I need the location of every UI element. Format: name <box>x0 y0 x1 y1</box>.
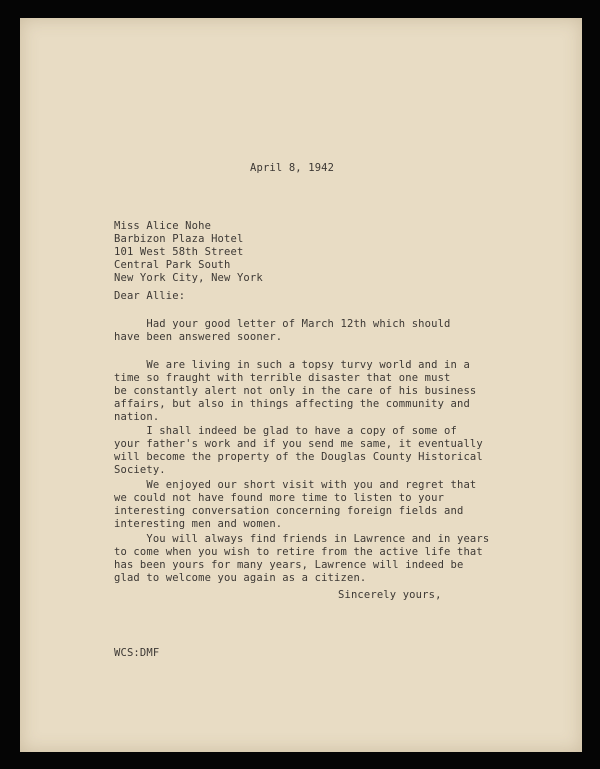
paragraph-line: interesting conversation concerning foreign fields and <box>114 505 464 517</box>
reference-initials: WCS:DMF <box>114 647 160 659</box>
paragraph-line: your father's work and if you send me same, it eventually <box>114 438 483 450</box>
paragraph-line: affairs, but also in things affecting the community and <box>114 398 470 410</box>
paragraph-line: interesting men and women. <box>114 518 283 530</box>
recipient-address-block <box>114 220 263 285</box>
paragraph-line: be constantly alert not only in the care of his business <box>114 385 477 397</box>
paragraph-line: we could not have found more time to listen to your <box>114 492 445 504</box>
letter-page <box>20 18 582 752</box>
paragraph-line: I shall indeed be glad to have a copy of some of <box>114 425 457 437</box>
paragraph-line: glad to welcome you again as a citizen. <box>114 572 367 584</box>
body-paragraph-3 <box>114 425 483 477</box>
paragraph-line: time so fraught with terrible disaster that one must <box>114 372 451 384</box>
recipient-address-line: 101 West 58th Street <box>114 246 244 258</box>
paragraph-line: has been yours for many years, Lawrence will indeed be <box>114 559 464 571</box>
recipient-address-line: New York City, New York <box>114 272 263 284</box>
recipient-address-line: Barbizon Plaza Hotel <box>114 233 244 245</box>
letter-date: April 8, 1942 <box>250 162 335 174</box>
body-paragraph-5 <box>114 533 489 585</box>
recipient-address-line: Central Park South <box>114 259 231 271</box>
paragraph-line: Had your good letter of March 12th which should <box>114 318 451 330</box>
paragraph-line: have been answered sooner. <box>114 331 283 343</box>
salutation: Dear Allie: <box>114 290 186 302</box>
paragraph-line: We are living in such a topsy turvy world and in a <box>114 359 470 371</box>
paragraph-line: Society. <box>114 464 166 476</box>
body-paragraph-2 <box>114 359 476 424</box>
paragraph-line: nation. <box>114 411 160 423</box>
recipient-name: Miss Alice Nohe <box>114 220 212 232</box>
paragraph-line: to come when you wish to retire from the active life that <box>114 546 483 558</box>
paragraph-line: will become the property of the Douglas County Historical <box>114 451 483 463</box>
paragraph-line: You will always find friends in Lawrence and in years <box>114 533 490 545</box>
paragraph-line: We enjoyed our short visit with you and regret that <box>114 479 477 491</box>
body-paragraph-4 <box>114 479 476 531</box>
complimentary-closing: Sincerely yours, <box>338 589 442 601</box>
body-paragraph-1 <box>114 318 451 344</box>
